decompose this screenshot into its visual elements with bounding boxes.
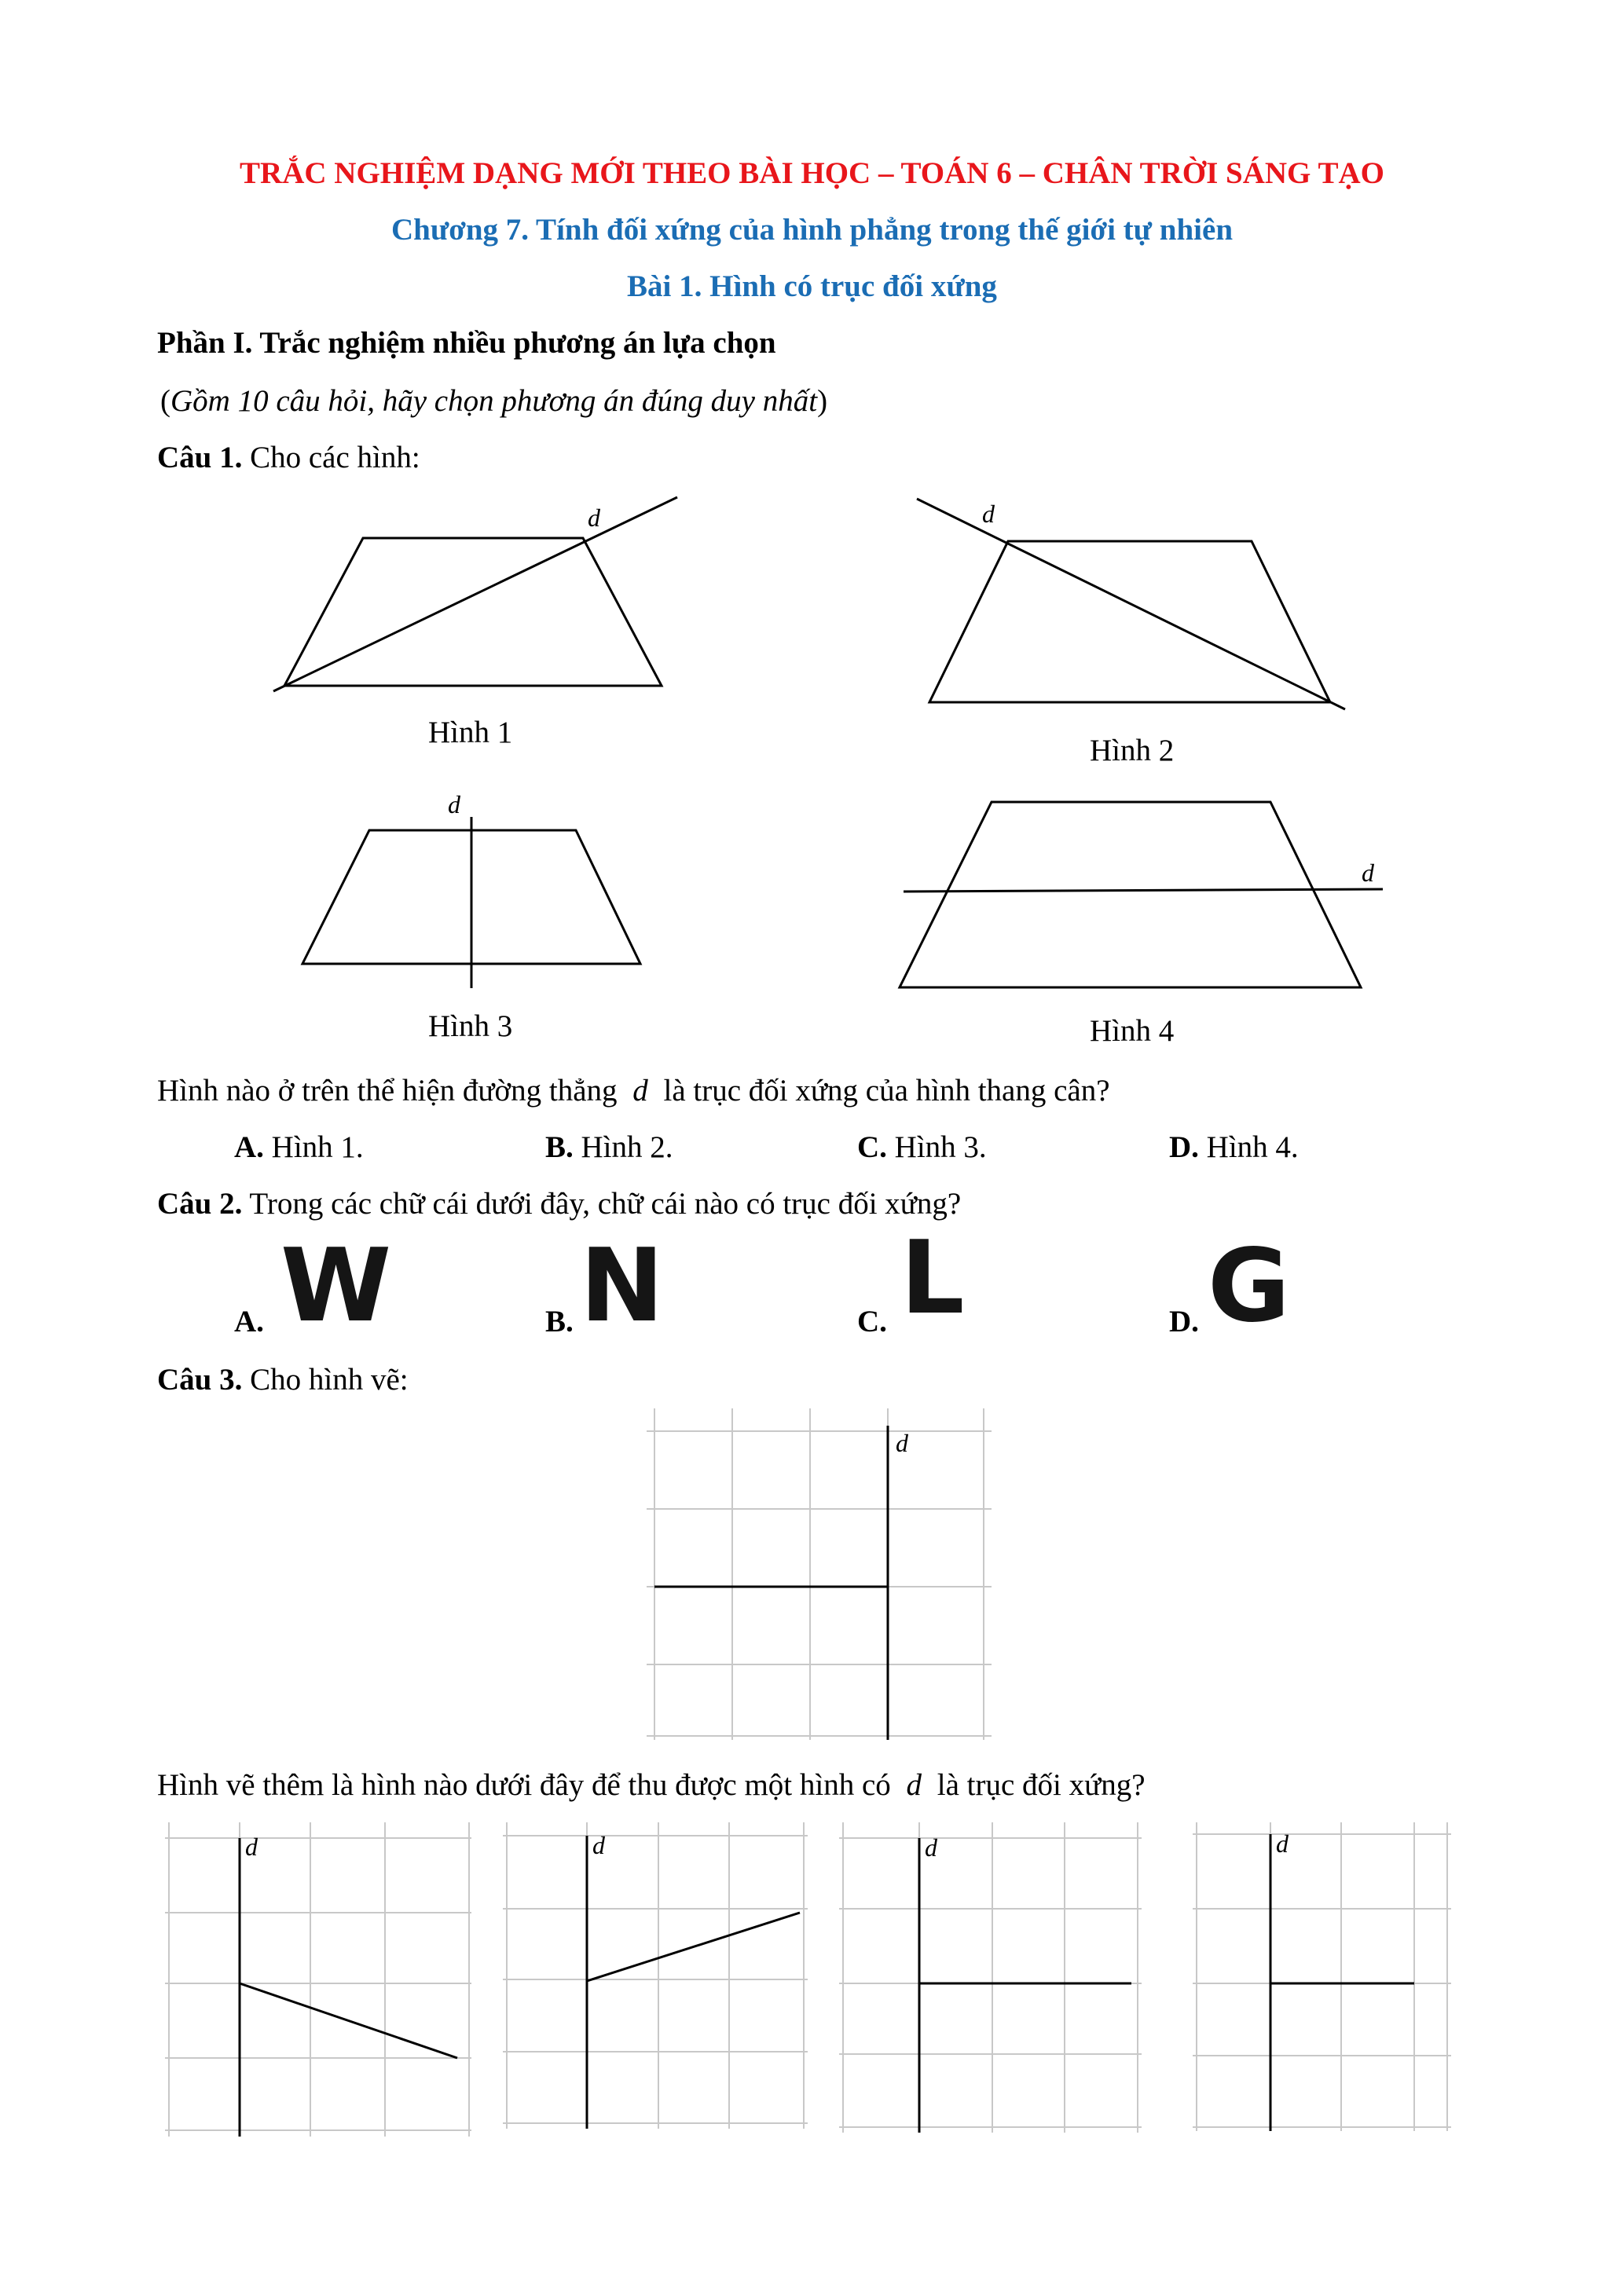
q2-label: Câu 2.	[157, 1187, 243, 1221]
q1-option-a[interactable]: A. Hình 1.	[234, 1130, 364, 1164]
q1-label: Câu 1.	[157, 441, 243, 474]
q2-option-c-letter[interactable]: C.	[857, 1305, 887, 1338]
figure-2-axis-line	[917, 499, 1345, 709]
q3-question	[157, 1767, 1146, 1803]
q3-axis-var: d	[906, 1768, 922, 1802]
q3-option-b-axis-label: d	[592, 1831, 605, 1859]
figure-4-axis-line	[904, 889, 1383, 892]
figure-4-trapezoid	[900, 802, 1361, 987]
q2-question	[157, 1186, 961, 1221]
q3-intro-text: Cho hình vẽ:	[250, 1363, 409, 1397]
figure-2-shape	[917, 499, 1345, 709]
q2-option-d-glyph[interactable]: G	[1208, 1228, 1291, 1345]
q1-axis-var: d	[632, 1074, 648, 1108]
figure-1-trapezoid	[284, 538, 662, 686]
chapter-title: Chương 7. Tính đối xứng của hình phẳng trong thế giới tự nhiên	[390, 213, 1234, 247]
part-title: Phần I. Trắc nghiệm nhiều phương án lựa chọn	[157, 326, 776, 360]
q1-intro-text: Cho các hình:	[250, 441, 420, 474]
q2-option-a-letter[interactable]: A.	[234, 1305, 264, 1338]
q3-main-axis-label: d	[896, 1429, 908, 1457]
figure-4-caption: Hình 4	[1090, 1014, 1175, 1048]
q2-option-c-glyph[interactable]: L	[900, 1220, 965, 1337]
q3-option-c-figure[interactable]	[839, 1822, 1142, 2133]
q2-option-d-letter[interactable]: D.	[1169, 1305, 1199, 1338]
document-title: TRẮC NGHIỆM DẠNG MỚI THEO BÀI HỌC – TOÁN 6 – CHÂN TRỜI SÁNG TẠO	[240, 156, 1384, 190]
lesson-title: Bài 1. Hình có trục đối xứng	[627, 269, 997, 303]
figure-3-trapezoid	[302, 830, 640, 964]
q3-option-d-axis-label: d	[1276, 1829, 1289, 1858]
q1-question-before: Hình nào ở trên thể hiện đường thẳng	[157, 1074, 618, 1108]
figure-1-shape	[273, 497, 677, 691]
q1-intro	[157, 440, 420, 475]
q3-option-d-figure[interactable]	[1193, 1822, 1451, 2131]
q3-main-grid	[647, 1408, 992, 1740]
q1-option-b[interactable]: B. Hình 2.	[545, 1130, 673, 1164]
figure-1-axis-line	[273, 497, 677, 691]
q3-option-a-figure[interactable]	[165, 1822, 471, 2137]
q2-option-b-glyph[interactable]: N	[580, 1228, 665, 1345]
q3-question-after: là trục đối xứng?	[937, 1768, 1146, 1802]
q3-label: Câu 3.	[157, 1363, 243, 1397]
q3-option-b-figure[interactable]	[503, 1822, 808, 2129]
q1-question-after: là trục đối xứng của hình thang cân?	[663, 1074, 1110, 1108]
figure-3-shape	[302, 790, 640, 988]
figure-2-caption: Hình 2	[1090, 734, 1175, 767]
figure-3-axis-label: d	[448, 790, 460, 818]
figure-3-caption: Hình 3	[428, 1009, 513, 1043]
q1-option-d[interactable]: D. Hình 4.	[1169, 1130, 1299, 1164]
q3-question-before: Hình vẽ thêm là hình nào dưới đây để thu được một hình có	[157, 1768, 891, 1802]
part-note-text: Gồm 10 câu hỏi, hãy chọn phương án đúng duy nhất	[170, 384, 818, 418]
part-note: (Gồm 10 câu hỏi, hãy chọn phương án đúng duy nhất)	[160, 384, 828, 418]
q1-option-c[interactable]: C. Hình 3.	[857, 1130, 987, 1164]
figure-4-shape	[900, 802, 1383, 987]
figure-4-axis-label: d	[1362, 859, 1374, 887]
q1-question	[157, 1073, 1110, 1108]
q2-option-b-letter[interactable]: B.	[545, 1305, 574, 1338]
q3-option-c-axis-label: d	[925, 1833, 937, 1862]
figure-1-caption: Hình 1	[428, 716, 513, 749]
q3-intro	[157, 1362, 409, 1397]
figure-2-trapezoid	[929, 541, 1330, 702]
q3-option-a-axis-label: d	[245, 1833, 258, 1861]
q2-text: Trong các chữ cái dưới đây, chữ cái nào có trục đối xứng?	[249, 1187, 962, 1221]
figure-2-axis-label: d	[982, 500, 995, 528]
figure-1-axis-label: d	[588, 504, 600, 532]
q2-option-a-glyph[interactable]: W	[280, 1228, 392, 1345]
